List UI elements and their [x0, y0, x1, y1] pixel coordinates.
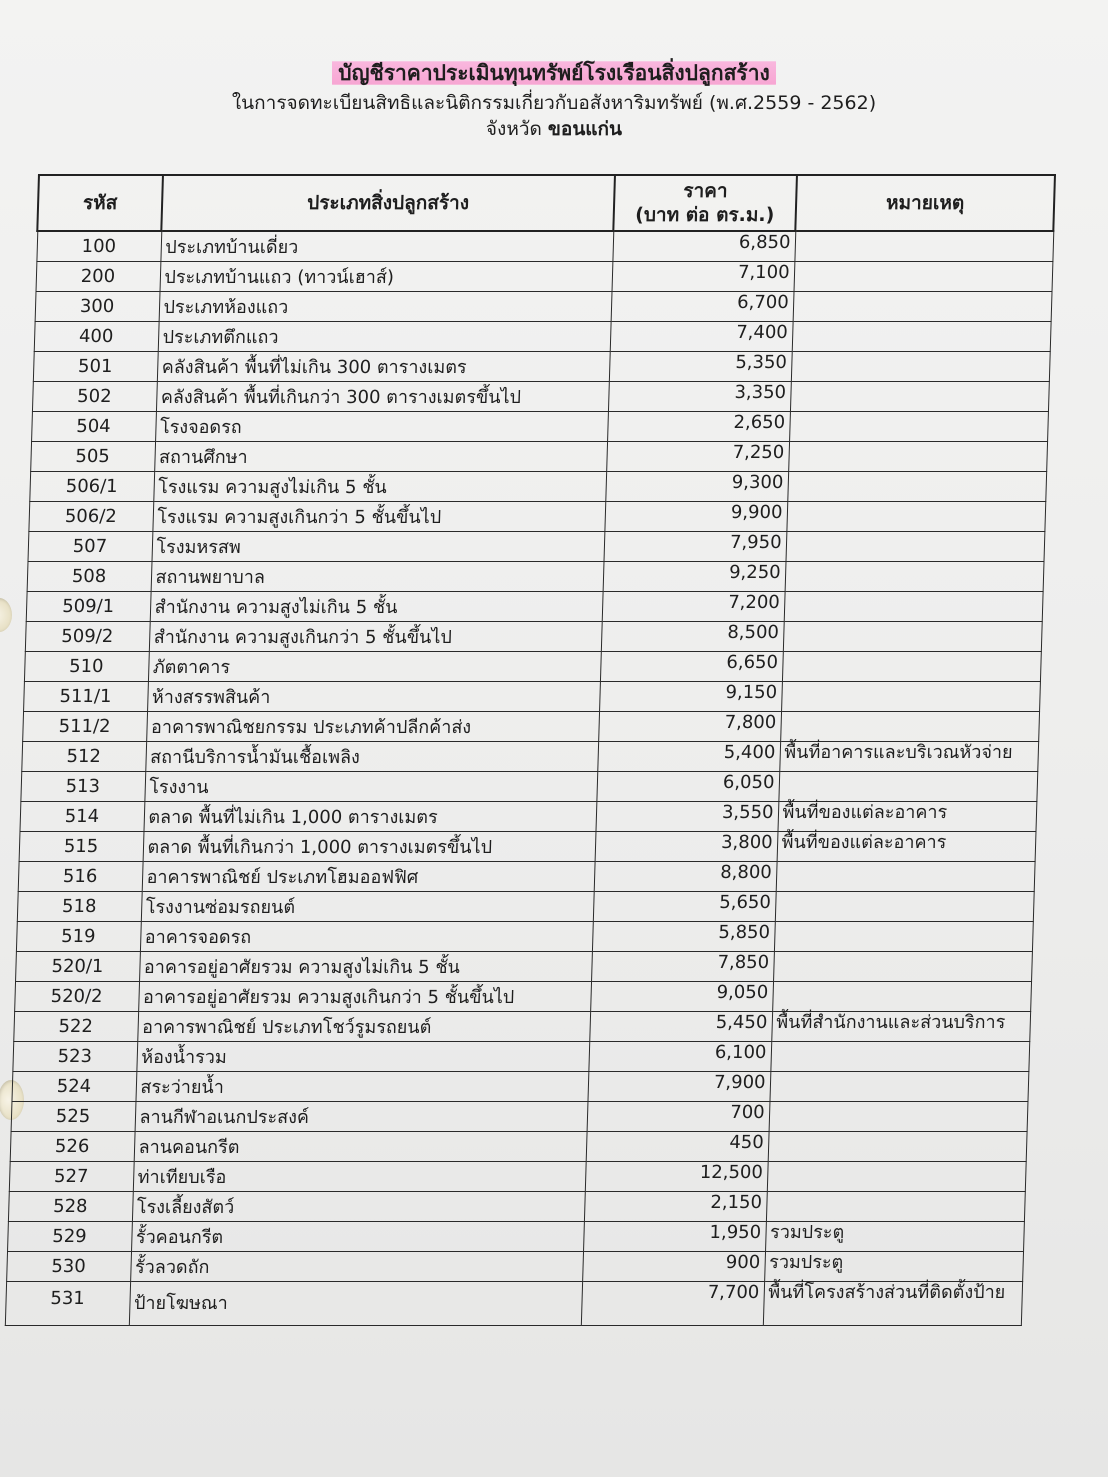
code-cell: 522	[13, 1012, 138, 1042]
code-cell: 508	[27, 562, 152, 592]
type-cell: ห้องน้ำรวม	[136, 1042, 589, 1072]
note-cell	[794, 262, 1053, 292]
province-line	[0, 116, 1108, 142]
table-row	[27, 532, 1044, 562]
table-row	[24, 652, 1041, 682]
table-row	[32, 382, 1049, 412]
note-cell	[784, 592, 1043, 622]
province-label: จังหวัด	[485, 118, 542, 140]
note-cell	[773, 952, 1032, 982]
price-cell: 450	[586, 1132, 769, 1162]
price-cell: 5,850	[592, 922, 775, 952]
price-cell: 7,700	[581, 1282, 764, 1326]
price-cell: 2,150	[584, 1192, 767, 1222]
province-name: ขอนแก่น	[547, 118, 623, 140]
code-cell: 300	[35, 292, 160, 322]
type-cell: โรงจอดรถ	[155, 412, 608, 442]
type-cell: ลานคอนกรีต	[134, 1132, 587, 1162]
price-table	[4, 174, 1056, 1326]
code-cell: 509/1	[26, 592, 151, 622]
punch-hole	[0, 598, 12, 632]
code-cell: 514	[19, 802, 144, 832]
price-cell: 5,350	[609, 352, 792, 382]
code-cell: 529	[7, 1222, 132, 1252]
note-cell	[788, 442, 1047, 472]
type-cell: สถานีบริการน้ำมันเชื้อเพลิง	[145, 742, 598, 772]
price-cell: 7,850	[591, 952, 774, 982]
price-cell: 900	[582, 1252, 765, 1282]
note-cell: พื้นที่อาคารและบริเวณหัวจ่าย	[779, 742, 1038, 772]
price-cell: 7,950	[603, 532, 786, 562]
table-row	[8, 1192, 1025, 1222]
type-cell: สถานพยาบาล	[151, 562, 604, 592]
code-cell: 504	[31, 412, 156, 442]
code-cell: 515	[19, 832, 144, 862]
note-cell	[783, 622, 1042, 652]
note-cell	[774, 922, 1033, 952]
code-cell: 528	[8, 1192, 133, 1222]
code-cell: 400	[34, 322, 159, 352]
price-cell: 9,300	[605, 472, 788, 502]
note-cell	[780, 712, 1039, 742]
table-row	[17, 892, 1034, 922]
type-cell: อาคารอยู่อาศัยรวม ความสูงไม่เกิน 5 ชั้น	[139, 952, 592, 982]
price-cell: 9,050	[590, 982, 773, 1012]
note-cell	[790, 382, 1049, 412]
code-cell: 511/1	[23, 682, 148, 712]
note-cell	[775, 892, 1034, 922]
code-cell: 502	[32, 382, 157, 412]
table-row	[30, 442, 1047, 472]
header-code: รหัส	[37, 175, 163, 231]
header-price	[613, 175, 797, 231]
price-cell: 9,900	[604, 502, 787, 532]
type-cell: สำนักงาน ความสูงไม่เกิน 5 ชั้น	[150, 592, 603, 622]
type-cell: ภัตตาคาร	[148, 652, 601, 682]
note-cell: พื้นที่สำนักงานและส่วนบริการ	[771, 1012, 1030, 1042]
table-row	[34, 322, 1051, 352]
table-row	[11, 1072, 1028, 1102]
table-row	[36, 231, 1053, 262]
table-row	[35, 292, 1052, 322]
code-cell: 506/2	[28, 502, 153, 532]
type-cell: สระว่ายน้ำ	[135, 1072, 588, 1102]
document-title: บัญชีราคาประเมินทุนทรัพย์โรงเรือนสิ่งปลูกสร้าง	[332, 58, 775, 88]
note-cell	[785, 562, 1044, 592]
type-cell: โรงมหรสพ	[151, 532, 604, 562]
code-cell: 510	[24, 652, 149, 682]
price-cell: 5,400	[597, 742, 780, 772]
price-cell: 12,500	[585, 1162, 768, 1192]
type-cell: ตลาด พื้นที่ไม่เกิน 1,000 ตารางเมตร	[143, 802, 596, 832]
price-cell: 7,250	[606, 442, 789, 472]
code-cell: 520/1	[15, 952, 140, 982]
type-cell: ลานกีฬาอเนกประสงค์	[135, 1102, 588, 1132]
code-cell: 519	[16, 922, 141, 952]
price-cell: 6,050	[596, 772, 779, 802]
note-cell: พื้นที่โครงสร้างส่วนที่ติดตั้งป้าย	[763, 1282, 1022, 1326]
table-row	[10, 1132, 1027, 1162]
code-cell: 525	[11, 1102, 136, 1132]
price-cell: 9,250	[603, 562, 786, 592]
code-cell: 100	[36, 231, 161, 262]
type-cell: อาคารอยู่อาศัยรวม ความสูงเกินกว่า 5 ชั้นขึ้นไป	[138, 982, 591, 1012]
note-cell	[793, 292, 1052, 322]
table-row	[21, 742, 1038, 772]
price-cell: 3,550	[595, 802, 778, 832]
type-cell: สถานศึกษา	[154, 442, 607, 472]
table-row	[5, 1282, 1022, 1326]
code-cell: 527	[9, 1162, 134, 1192]
type-cell: โรงงานซ่อมรถยนต์	[141, 892, 594, 922]
note-cell	[791, 352, 1050, 382]
note-cell	[769, 1102, 1028, 1132]
table-row	[23, 682, 1040, 712]
table-row	[18, 862, 1035, 892]
type-cell: รั้วลวดถัก	[130, 1252, 583, 1282]
price-cell: 7,100	[612, 262, 795, 292]
code-cell: 505	[30, 442, 155, 472]
note-cell	[787, 472, 1046, 502]
code-cell: 506/1	[29, 472, 154, 502]
note-cell	[786, 502, 1045, 532]
table-row	[25, 622, 1042, 652]
price-cell: 6,650	[600, 652, 783, 682]
document-subtitle: ในการจดทะเบียนสิทธิและนิติกรรมเกี่ยวกับอสังหาริมทรัพย์ (พ.ศ.2559 - 2562)	[231, 92, 877, 114]
code-cell: 523	[12, 1042, 137, 1072]
note-cell	[776, 862, 1035, 892]
price-cell: 6,100	[588, 1042, 771, 1072]
type-cell: ประเภทห้องแถว	[159, 292, 612, 322]
note-cell	[766, 1192, 1025, 1222]
code-cell: 512	[21, 742, 146, 772]
code-cell: 501	[33, 352, 158, 382]
note-cell	[782, 652, 1041, 682]
price-cell: 700	[587, 1102, 770, 1132]
type-cell: อาคารจอดรถ	[140, 922, 593, 952]
type-cell: คลังสินค้า พื้นที่ไม่เกิน 300 ตารางเมตร	[157, 352, 610, 382]
table-row	[9, 1162, 1026, 1192]
note-cell	[792, 322, 1051, 352]
code-cell: 516	[18, 862, 143, 892]
code-cell: 520/2	[14, 982, 139, 1012]
price-cell: 6,700	[611, 292, 794, 322]
type-cell: สำนักงาน ความสูงเกินกว่า 5 ชั้นขึ้นไป	[149, 622, 602, 652]
price-cell: 9,150	[599, 682, 782, 712]
type-cell: ประเภทบ้านเดี่ยว	[160, 231, 613, 262]
table-row	[36, 262, 1053, 292]
table-header-row	[37, 175, 1055, 231]
type-cell: ตลาด พื้นที่เกินกว่า 1,000 ตารางเมตรขึ้นไป	[143, 832, 596, 862]
table-row	[22, 712, 1039, 742]
price-cell: 8,800	[594, 862, 777, 892]
table-row	[19, 832, 1036, 862]
table-row	[15, 952, 1032, 982]
table-row	[12, 1042, 1029, 1072]
note-cell	[770, 1042, 1029, 1072]
type-cell: ประเภทตึกแถว	[158, 322, 611, 352]
type-cell: คลังสินค้า พื้นที่เกินกว่า 300 ตารางเมตรขึ้นไป	[156, 382, 609, 412]
type-cell: ประเภทบ้านแถว (ทาวน์เฮาส์)	[160, 262, 613, 292]
price-cell: 1,950	[583, 1222, 766, 1252]
table-row	[16, 922, 1033, 952]
price-cell: 5,650	[593, 892, 776, 922]
table-row	[26, 592, 1043, 622]
table-row	[11, 1102, 1028, 1132]
type-cell: โรงแรม ความสูงเกินกว่า 5 ชั้นขึ้นไป	[152, 502, 605, 532]
header-price-line2: (บาท ต่อ ตร.ม.)	[634, 204, 775, 226]
price-cell: 7,400	[610, 322, 793, 352]
table-row	[6, 1252, 1023, 1282]
type-cell: ท่าเทียบเรือ	[133, 1162, 586, 1192]
code-cell: 524	[11, 1072, 136, 1102]
price-cell: 7,200	[602, 592, 785, 622]
price-cell: 2,650	[607, 412, 790, 442]
type-cell: โรงแรม ความสูงไม่เกิน 5 ชั้น	[153, 472, 606, 502]
code-cell: 526	[10, 1132, 135, 1162]
note-cell: พื้นที่ของแต่ละอาคาร	[777, 802, 1036, 832]
price-cell: 3,350	[608, 382, 791, 412]
header-type: ประเภทสิ่งปลูกสร้าง	[161, 175, 615, 231]
type-cell: ห้างสรรพสินค้า	[147, 682, 600, 712]
price-cell: 8,500	[601, 622, 784, 652]
note-cell	[778, 772, 1037, 802]
note-cell	[794, 231, 1053, 262]
document-header	[0, 58, 1108, 142]
price-cell: 7,900	[587, 1072, 770, 1102]
note-cell	[789, 412, 1048, 442]
table-row	[28, 502, 1045, 532]
note-cell: รวมประตู	[764, 1252, 1023, 1282]
note-cell: พื้นที่ของแต่ละอาคาร	[777, 832, 1036, 862]
table-row	[27, 562, 1044, 592]
table-row	[14, 982, 1031, 1012]
code-cell: 507	[27, 532, 152, 562]
code-cell: 511/2	[22, 712, 147, 742]
type-cell: รั้วคอนกรีต	[131, 1222, 584, 1252]
table-row	[19, 802, 1036, 832]
type-cell: ป้ายโฆษณา	[129, 1282, 582, 1326]
table-row	[29, 472, 1046, 502]
code-cell: 200	[36, 262, 161, 292]
note-cell	[767, 1162, 1026, 1192]
code-cell: 531	[5, 1282, 130, 1326]
type-cell: อาคารพาณิชย์ ประเภทโฮมออฟฟิศ	[142, 862, 595, 892]
table-row	[33, 352, 1050, 382]
code-cell: 513	[20, 772, 145, 802]
type-cell: อาคารพาณิชย์ ประเภทโชว์รูมรถยนต์	[137, 1012, 590, 1042]
table-body	[5, 231, 1053, 1326]
price-cell: 5,450	[589, 1012, 772, 1042]
type-cell: อาคารพาณิชยกรรม ประเภทค้าปลีกค้าส่ง	[146, 712, 599, 742]
header-note: หมายเหตุ	[795, 175, 1055, 231]
type-cell: โรงเลี้ยงสัตว์	[132, 1192, 585, 1222]
code-cell: 509/2	[25, 622, 150, 652]
type-cell: โรงงาน	[144, 772, 597, 802]
price-cell: 3,800	[595, 832, 778, 862]
note-cell	[772, 982, 1031, 1012]
note-cell	[769, 1072, 1028, 1102]
table-row	[7, 1222, 1024, 1252]
price-cell: 7,800	[598, 712, 781, 742]
table-row	[31, 412, 1048, 442]
note-cell	[768, 1132, 1027, 1162]
table-row	[13, 1012, 1030, 1042]
price-cell: 6,850	[612, 231, 795, 262]
note-cell	[785, 532, 1044, 562]
code-cell: 518	[17, 892, 142, 922]
note-cell	[781, 682, 1040, 712]
header-price-line1: ราคา	[683, 180, 728, 202]
code-cell: 530	[6, 1252, 131, 1282]
note-cell: รวมประตู	[765, 1222, 1024, 1252]
table-row	[20, 772, 1037, 802]
